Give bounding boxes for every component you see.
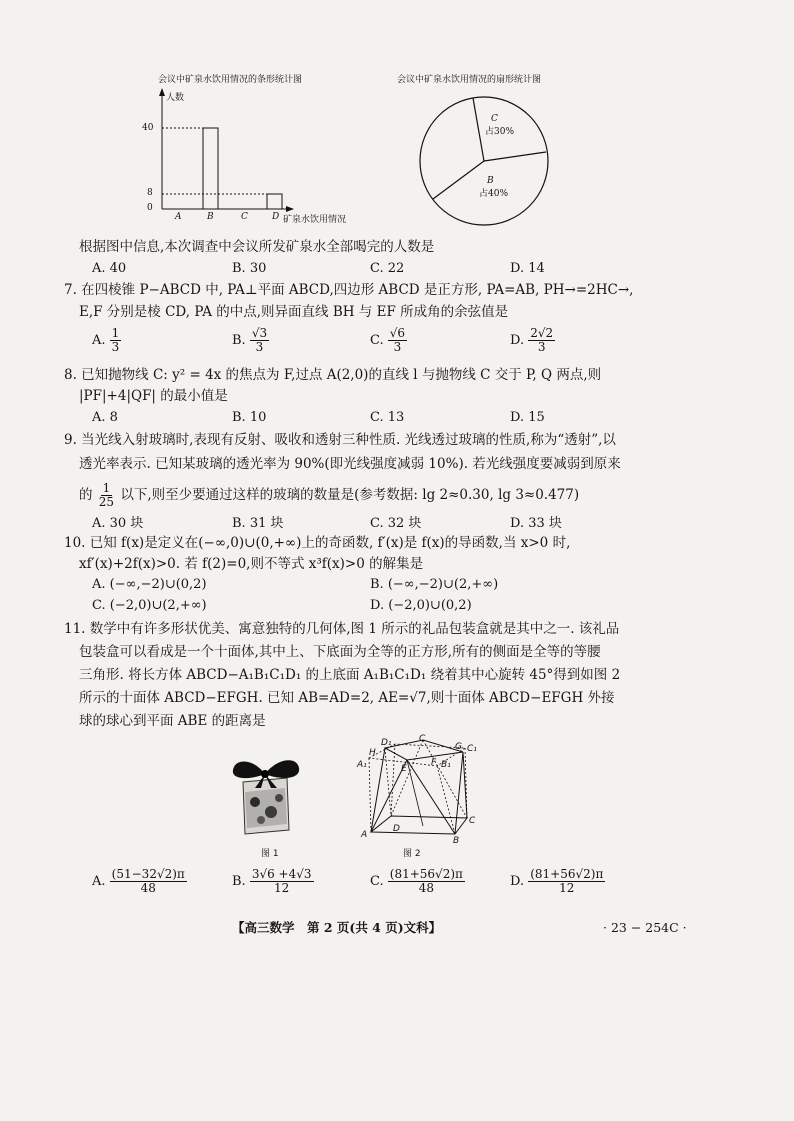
q11-d-numerator: (81+56√2)π [530,867,604,881]
fig2-label-e: E [401,764,407,774]
q7-option-a-label: A. [92,333,106,348]
q11-option-d-fraction [528,868,605,895]
q11-c-denominator: 48 [418,881,434,895]
pie-slice-c-text: 占30% [485,127,515,137]
q8-line-1: 8. 已知抛物线 C: y² = 4x 的焦点为 F,过点 A(2,0)的直线 l 与抛物线 C 交于 P, Q 两点,则 [64,367,602,383]
q11-line-1: 11. 数学中有许多形状优美、寓意独特的几何体,图 1 所示的礼品包装盒就是其中之一. 该礼品 [64,621,620,637]
q7-d-denominator: 3 [537,340,546,354]
q9-option-b: B. 31 块 [232,516,284,531]
x-tick-D: D [272,212,280,222]
bar-D [267,194,282,209]
fig2-label-d: D [393,824,400,834]
q7-option-d-fraction [528,327,555,354]
q9-fraction-denominator: 25 [98,495,115,509]
q7-line-2: E,F 分别是棱 CD, PA 的中点,则异面直线 BH 与 EF 所成角的余弦值是 [79,304,509,320]
q7-line-1: 7. 在四棱锥 P−ABCD 中, PA⊥平面 ABCD,四边形 ABCD 是正方形, PA=AB, PH→=2HC→, [64,282,634,298]
pie-divider-1 [473,98,484,161]
page-footer-center: 【高三数学 第 2 页(共 4 页)文科】 [232,920,442,935]
fig2-label-b1: B₁ [441,760,451,770]
q11-d-denominator: 12 [559,881,575,895]
q7-option-b-label: B. [232,333,246,348]
x-tick-C: C [241,212,248,222]
q6-option-a: A. 40 [92,261,127,276]
q11-option-b-fraction [250,868,314,895]
q7-option-a-fraction [110,327,122,354]
figure-1-caption: 图 1 [261,849,279,859]
q7-option-c-label: C. [370,333,384,348]
q9-fraction-numerator: 1 [102,481,111,495]
q11-line-2: 包装盒可以看成是一个十面体,其中上、下底面为全等的正方形,所有的侧面是全等的等腰 [79,644,601,660]
q11-line-4: 所示的十面体 ABCD−EFGH. 已知 AB=AD=2, AE=√7,则十面体 ABCD−EFGH 外接 [79,690,615,706]
q7-option-c-fraction [388,327,407,354]
fig2-label-b: B [453,836,460,846]
q8-option-a: A. 8 [92,410,118,425]
figure-1-gift-box [225,752,315,859]
q9-line-3-prefix: 的 [79,487,93,503]
y-tick-8: 8 [147,188,153,198]
fig2-label-f: F [431,758,437,768]
q11-line-5: 球的球心到平面 ABE 的距离是 [79,713,266,729]
q11-a-numerator: (51−32√2)π [111,867,185,881]
figure-2-decahedron [355,730,485,858]
q9-option-a: A. 30 块 [92,516,144,531]
pie-slice-b-text: 占40% [479,189,509,199]
fig2-label-h: H [369,748,376,758]
q10-line-1: 10. 已知 f(x)是定义在(−∞,0)∪(0,+∞)上的奇函数, f′(x)是 f(x)的导函数,当 x>0 时, [64,535,571,551]
q7-option-c [370,327,407,354]
x-tick-B: B [207,212,214,222]
q11-line-3: 三角形. 将长方体 ABCD−A₁B₁C₁D₁ 的上底面 A₁B₁C₁D₁ 绕着其中心旋转 45°得到如图 2 [79,667,621,683]
q9-line-1: 9. 当光线入射玻璃时,表现有反射、吸收和透射三种性质. 光线透过玻璃的性质,称为“透射”,以 [64,432,616,448]
pie-slice-b-letter: B [487,176,494,186]
q8-option-c: C. 13 [370,410,405,425]
pie-slice-c-letter: C [491,114,498,124]
page-footer-right: · 23 − 254C · [603,920,687,935]
q10-option-a: A. (−∞,−2)∪(0,2) [92,577,207,592]
q7-b-denominator: 3 [255,340,264,354]
q11-option-c-fraction [388,868,465,895]
q11-option-d [510,868,605,895]
fig2-label-c1: C₁ [467,744,477,754]
gift-box-image [225,752,315,842]
pie-chart-title: 会议中矿泉水饮用情况的扇形统计图 [397,75,542,85]
q7-d-numerator: 2√2 [530,326,554,340]
y-tick-0: 0 [147,203,153,213]
q7-a-numerator: 1 [111,326,120,340]
q6-option-b: B. 30 [232,261,267,276]
q7-option-a [92,327,121,354]
x-tick-A: A [175,212,182,222]
q9-line-2: 透光率表示. 已知某玻璃的透光率为 90%(即光线强度减弱 10%). 若光线强度要减弱到原来 [79,456,621,472]
pie-divider-2 [484,152,546,161]
bar-chart-title: 会议中矿泉水饮用情况的条形统计图 [158,75,303,85]
y-tick-40: 40 [142,123,154,133]
q9-line-3 [79,480,579,510]
q7-option-b [232,327,269,354]
q9-line-3-suffix: 以下,则至少要通过这样的玻璃的数量是(参考数据: lg 2≈0.30, lg 3≈0.477) [120,487,580,503]
decahedron-diagram [355,730,485,842]
q8-line-2: |PF|+4|QF| 的最小值是 [79,388,228,404]
q8-option-b: B. 10 [232,410,267,425]
q11-b-denominator: 12 [274,881,290,895]
q6-option-c: C. 22 [370,261,405,276]
q11-option-c-label: C. [370,874,384,889]
x-axis-label: 矿泉水饮用情况 [283,215,347,225]
figure-2-caption: 图 2 [403,849,421,859]
y-axis-arrow [159,88,165,96]
q11-option-a-label: A. [92,874,106,889]
bar-chart [140,72,400,232]
q7-option-d [510,327,555,354]
bar-B [203,128,218,209]
q10-option-b: B. (−∞,−2)∪(2,+∞) [370,577,499,592]
pie-chart-svg [395,72,595,232]
q8-option-d: D. 15 [510,410,545,425]
y-axis-label: 人数 [166,93,185,103]
q7-c-denominator: 3 [393,340,402,354]
q11-option-a-fraction [110,868,187,895]
fig2-label-d1: D₁ [381,738,392,748]
q7-b-numerator: √3 [251,326,268,340]
fig2-label-g: G [455,742,462,752]
q11-c-numerator: (81+56√2)π [389,867,463,881]
q6-stem: 根据图中信息,本次调查中会议所发矿泉水全部喝完的人数是 [79,239,435,255]
q7-c-numerator: √6 [389,326,406,340]
fig2-label-a1: A₁ [357,760,367,770]
q10-option-d: D. (−2,0)∪(0,2) [370,598,472,613]
pie-divider-3 [433,161,484,199]
q9-option-d: D. 33 块 [510,516,562,531]
q9-fraction [97,482,116,509]
pie-chart [395,72,595,232]
q11-option-d-label: D. [510,874,525,889]
q10-option-c: C. (−2,0)∪(2,+∞) [92,598,207,613]
q7-a-denominator: 3 [111,340,120,354]
fig2-label-c-bottom: C [469,816,476,826]
q7-option-d-label: D. [510,333,525,348]
q11-a-denominator: 48 [140,881,156,895]
q11-option-b-label: B. [232,874,246,889]
q10-line-2: xf′(x)+2f(x)>0. 若 f(2)=0,则不等式 x³f(x)>0 的解集是 [79,556,424,572]
q9-option-c: C. 32 块 [370,516,422,531]
fig2-label-a: A [361,830,368,840]
fig2-label-c-top: C [419,734,426,744]
q11-option-c [370,868,465,895]
q7-option-b-fraction [250,327,269,354]
q6-option-d: D. 14 [510,261,545,276]
q11-option-a [92,868,187,895]
q11-option-b [232,868,314,895]
q11-b-numerator: 3√6 +4√3 [251,867,312,881]
